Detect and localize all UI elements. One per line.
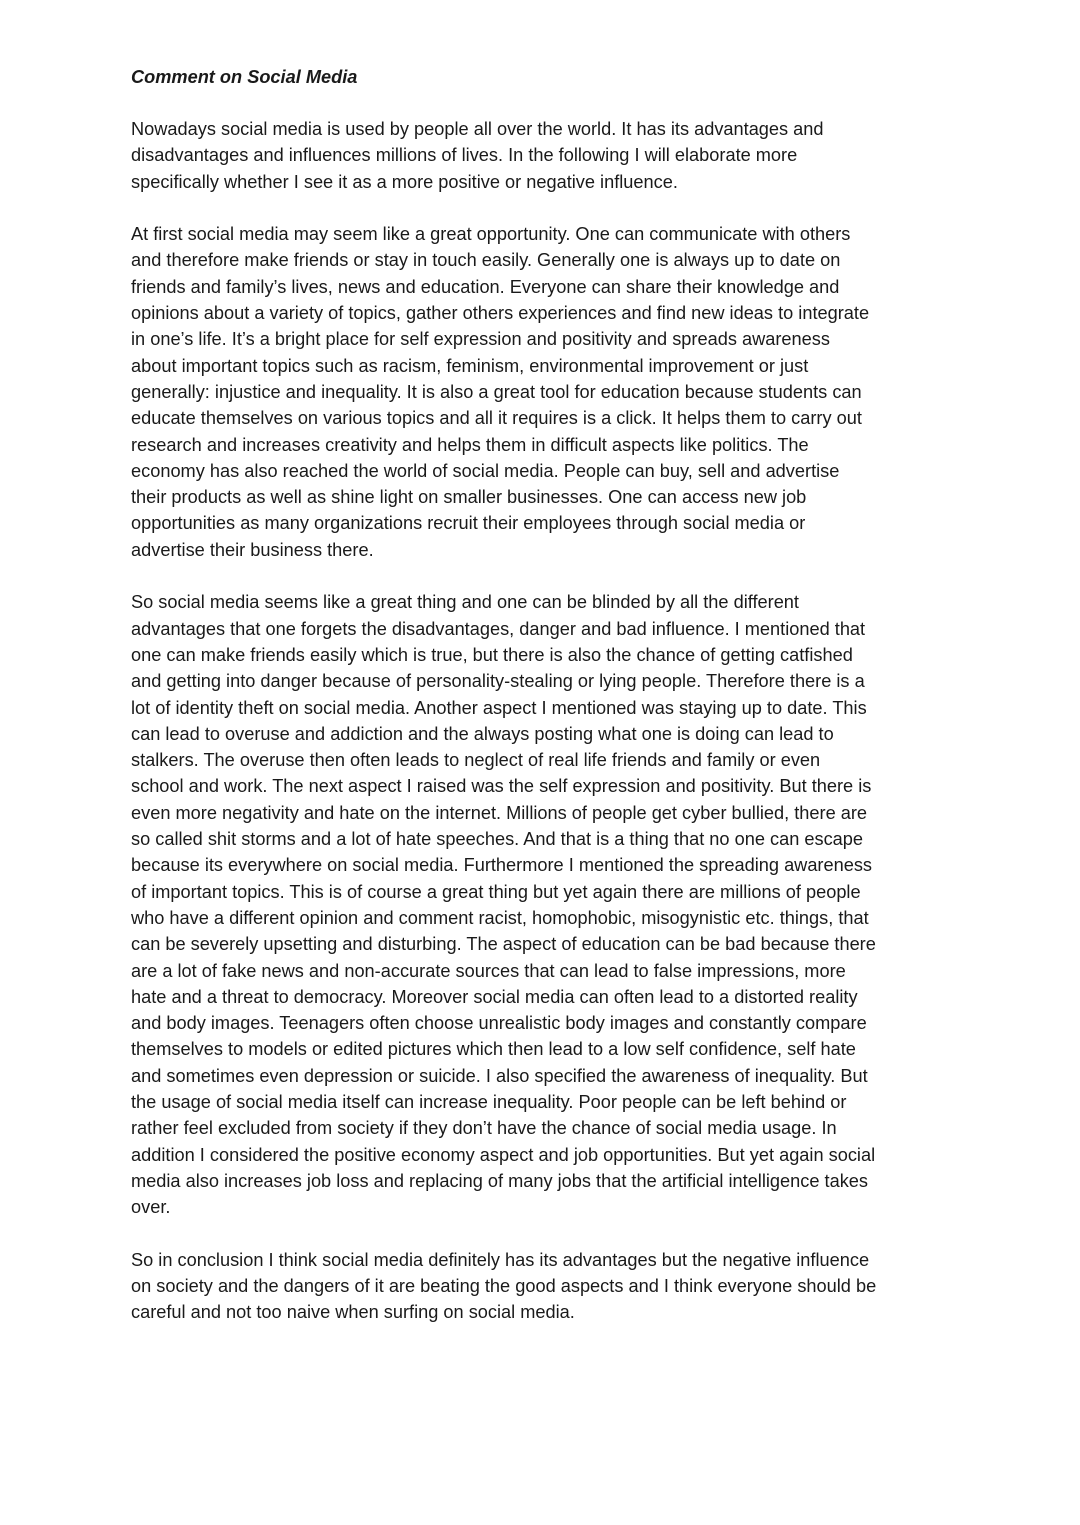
paragraph-disadvantages: So social media seems like a great thing and one can be blinded by all the different advantages that one forgets the disadvantages, danger and bad influence. I mentioned that one can make friends easily which is true, but there is also the chance of getting catfished and getting into danger because of personality-stealing or lying people. Therefore there is a lot of identity theft on social media. Another aspect I mentioned was staying up to date. This can lead to overuse and addiction and the always posting what one is doing can lead to stalkers. The overuse then often leads to neglect of real life friends and family or even school and work. The next aspect I raised was the self expression and positivity. But there is even more negativity and hate on the internet. Millions of people get cyber bullied, there are so called shit storms and a lot of hate speeches. And that is a thing that no one can escape because its everywhere on social media. Furthermore I mentioned the spreading awareness of important topics. This is of course a great thing but yet again there are millions of people who have a different opinion and comment racist, homophobic, misogynistic etc. things, that can be severely upsetting and disturbing. The aspect of education can be bad because there are a lot of fake news and non-accurate sources that can lead to false impressions, more hate and a threat to democracy. Moreover social media can often lead to a distorted reality and body images. Teenagers often choose unrealistic body images and constantly compare themselves to models or edited pictures which then lead to a low self confidence, self hate and sometimes even depression or suicide. I also specified the awareness of inequality. But the usage of social media itself can increase inequality. Poor people can be left behind or rather feel excluded from society if they don’t have the chance of social media usage. In addition I considered the positive economy aspect and job opportunities. But yet again social media also increases job loss and replacing of many jobs that the artificial intelligence takes over. bbox=[131, 592, 876, 1218]
document-body bbox=[131, 64, 951, 1352]
paragraph-advantages: At first social media may seem like a great opportunity. One can communicate with others and therefore make friends or stay in touch easily. Generally one is always up to date on friends and family’s lives, news and education. Everyone can share their knowledge and opinions about a variety of topics, gather others experiences and find new ideas to integrate in one’s life. It’s a bright place for self expression and positivity and spreads awareness about important topics such as racism, feminism, environmental improvement or just generally: injustice and inequality. It is also a great tool for education because students can educate themselves on various topics and all it requires is a click. It helps them to carry out research and increases creativity and helps them in difficult aspects like politics. The economy has also reached the world of social media. People can buy, sell and advertise their products as well as shine light on smaller businesses. One can access new job opportunities as many organizations recruit their employees through social media or advertise their business there. bbox=[131, 224, 870, 560]
document-title: Comment on Social Media bbox=[131, 67, 358, 87]
paragraph-introduction: Nowadays social media is used by people all over the world. It has its advantages and disadvantages and influences millions of lives. In the following I will elaborate more specifically whether I see it as a more positive or negative influence. bbox=[131, 119, 824, 192]
paragraph-conclusion: So in conclusion I think social media definitely has its advantages but the negative influence on society and the dangers of it are beating the good aspects and I think everyone should be careful and not too naive when surfing on social media. bbox=[131, 1249, 877, 1323]
